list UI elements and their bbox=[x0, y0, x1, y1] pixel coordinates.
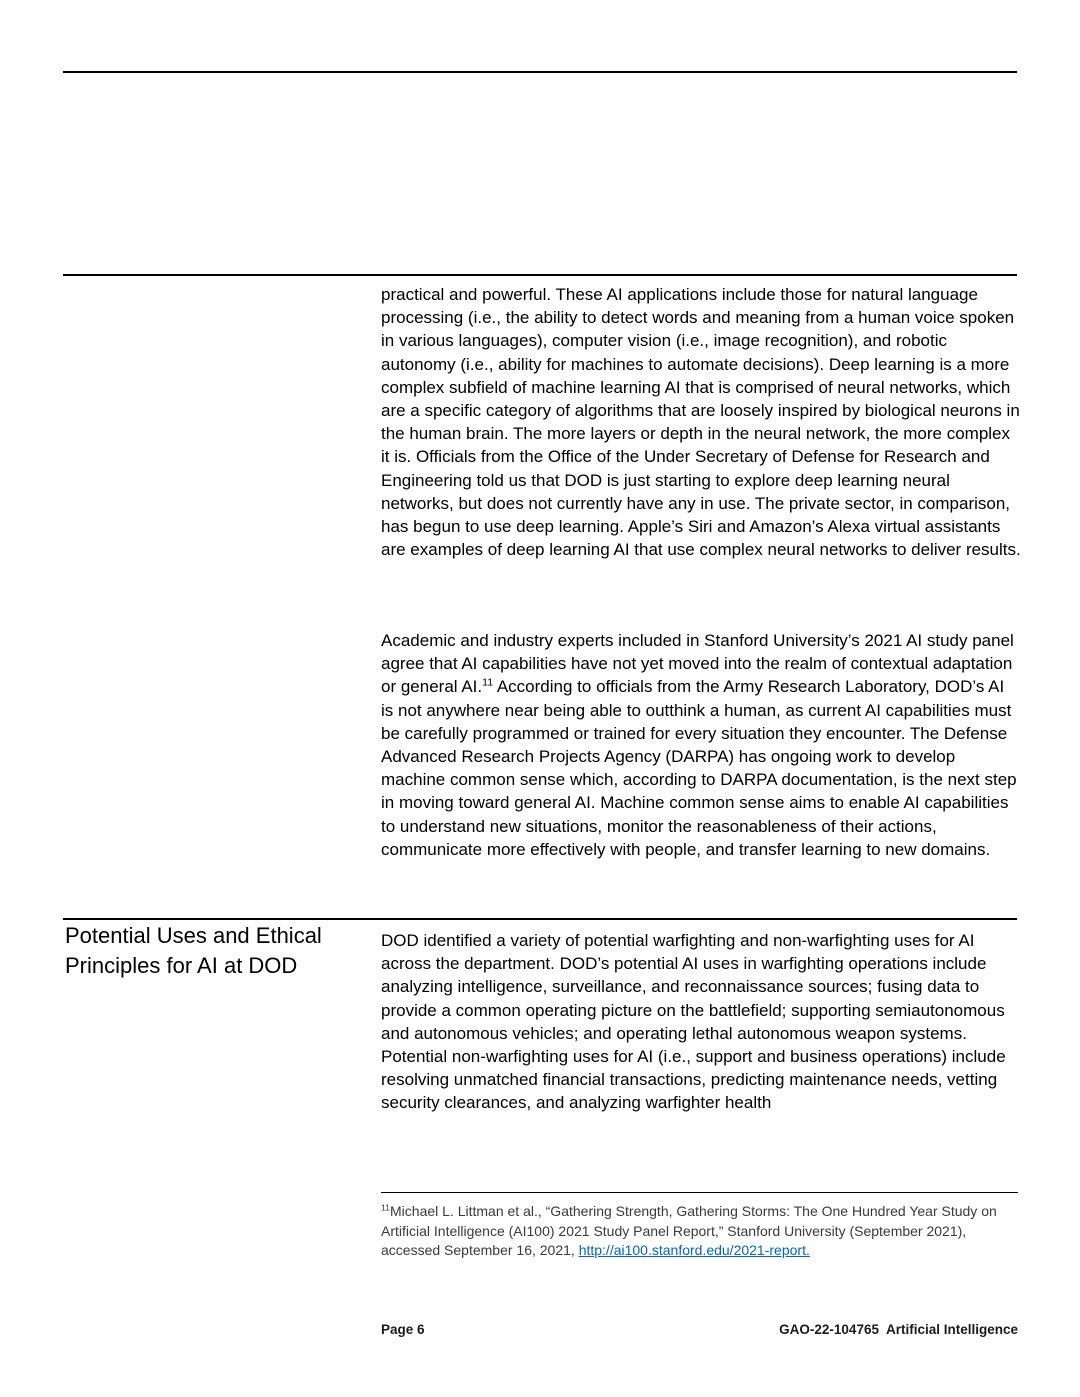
footnote-reference-11: 11 bbox=[482, 676, 494, 689]
header-rule bbox=[63, 71, 1017, 73]
body-paragraph-general-ai bbox=[381, 629, 1021, 861]
footnote-marker: 11 bbox=[381, 1202, 391, 1213]
paragraph-text: Academic and industry experts included in Stanford University’s 2021 AI study panel agree that AI capabilities have not yet moved into the realm of contextual adaptation or general AI. bbox=[381, 631, 1014, 697]
report-id-label: GAO-22-104765 Artificial Intelligence bbox=[779, 1322, 1018, 1337]
page-number-label: Page 6 bbox=[381, 1322, 425, 1337]
footnote-link[interactable]: http://ai100.stanford.edu/2021-report. bbox=[578, 1242, 810, 1258]
paragraph-text: According to officials from the Army Research Laboratory, DOD’s AI is not anywhere near being able to outthink a human, as current AI capabilities must be carefully programmed or trained for every situation they encounter. The Defense Advanced Research Projects Agency (DARPA) has ongoing work to develop machine common sense which, according to DARPA documentation, is the next step in moving toward general AI. Machine common sense aims to enable AI capabilities to understand new situations, monitor the reasonableness of their actions, communicate more effectively with people, and transfer learning to new domains. bbox=[381, 677, 1017, 859]
body-paragraph-deep-learning: practical and powerful. These AI applications include those for natural language processing (i.e., the ability to detect words and meaning from a human voice spoken in various languages), computer vision (i.e., image recognition), and robotic autonomy (i.e., ability for machines to automate decisions). Deep learning is a more complex subfield of machine learning AI that is comprised of neural networks, which are a specific category of algorithms that are loosely inspired by biological neurons in the human brain. The more layers or depth in the neural network, the more complex it is. Officials from the Office of the Under Secretary of Defense for Research and Engineering told us that DOD is just starting to explore deep learning neural networks, but does not currently have any in use. The private sector, in comparison, has begun to use deep learning. Apple’s Siri and Amazon’s Alexa virtual assistants are examples of deep learning AI that use complex neural networks to deliver results. bbox=[381, 285, 1021, 560]
footnote-separator-rule bbox=[381, 1192, 1018, 1193]
section-paragraph-potential-uses: DOD identified a variety of potential warfighting and non-warfighting uses for AI across the department. DOD’s potential AI uses in warfighting operations include analyzing intelligence, surveillance, and reconnaissance sources; fusing data to provide a common operating picture on the battlefield; supporting semiautonomous and autonomous vehicles; and operating lethal autonomous weapon systems. Potential non-warfighting uses for AI (i.e., support and business operations) include resolving unmatched financial transactions, predicting maintenance needs, vetting security clearances, and analyzing warfighter health bbox=[381, 931, 1006, 1113]
content-top-rule bbox=[63, 274, 1017, 276]
section-divider-rule bbox=[63, 918, 1017, 920]
footnote-11 bbox=[381, 1202, 1023, 1261]
footnote-text: Michael L. Littman et al., “Gathering Strength, Gathering Storms: The One Hundred Year Study on Artificial Intelligence (AI100) 2021 Study Panel Report,” Stanford University (September 2021), accessed September 16, 2021, bbox=[381, 1203, 997, 1258]
section-heading: Potential Uses and Ethical Principles for AI at DOD bbox=[65, 923, 322, 978]
